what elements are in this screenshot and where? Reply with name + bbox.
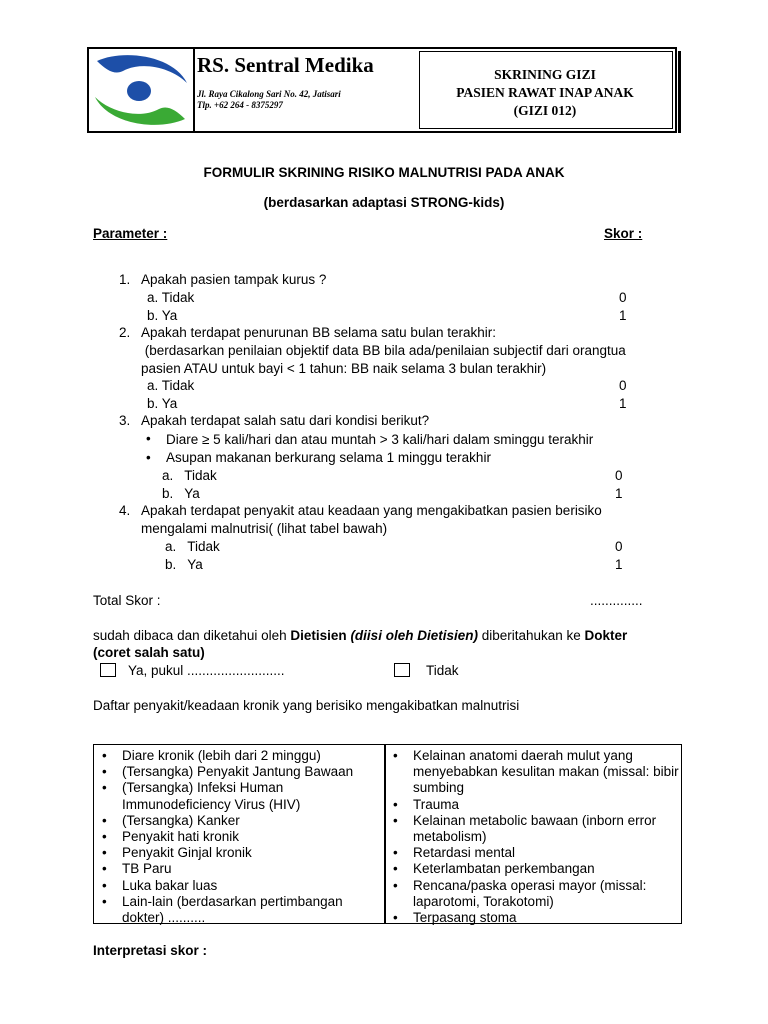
q1-score-a: 0 (619, 290, 627, 305)
q3-option-b: b. Ya (162, 486, 200, 501)
disease-item: • Terpasang stoma (385, 910, 681, 926)
disease-list-intro: Daftar penyakit/keadaan kronik yang berisiko mengakibatkan malnutrisi (93, 698, 520, 713)
q4-score-a: 0 (615, 539, 623, 554)
yes-checkbox[interactable] (100, 663, 116, 677)
disease-item: • Diare kronik (lebih dari 2 minggu) (94, 748, 379, 764)
q2-score-a: 0 (619, 378, 627, 393)
q2-text: Apakah terdapat penurunan BB selama satu bulan terakhir: (141, 325, 496, 340)
no-option-label: Tidak (426, 663, 459, 678)
q2-note-line-2: pasien ATAU untuk bayi < 1 tahun: BB naik selama 3 bulan terakhir) (141, 361, 547, 376)
page-title: FORMULIR SKRINING RISIKO MALNUTRISI PADA ANAK (203, 165, 565, 180)
q1-text: Apakah pasien tampak kurus ? (141, 272, 327, 287)
read-note-line-2: (coret salah satu) (93, 645, 205, 660)
disease-item: • Trauma (385, 797, 681, 813)
read-note-part-3: diberitahukan ke (477, 628, 585, 643)
interpretation-label: Interpretasi skor : (93, 943, 208, 958)
hospital-logo (93, 53, 189, 127)
disease-item: • Lain-lain (berdasarkan pertimbangan dokter) .......... (94, 894, 379, 926)
q2-score-b: 1 (619, 396, 627, 411)
no-checkbox[interactable] (394, 663, 410, 677)
read-note-part-2: (diisi oleh Dietisien) (346, 628, 478, 643)
q4-text-line-2: mengalami malnutrisi( (lihat tabel bawah) (141, 521, 388, 536)
form-title-line-3: (GIZI 012) (513, 103, 577, 118)
disease-item: • (Tersangka) Kanker (94, 813, 379, 829)
q3-bullet-2: Asupan makanan berkurang selama 1 minggu terakhir (166, 450, 491, 465)
disease-item: • Rencana/paska operasi mayor (missal: laparotomi, Torakotomi) (385, 878, 681, 910)
form-title-line-1: SKRINING GIZI (494, 67, 596, 82)
read-note-line-1 (93, 628, 627, 643)
q3-bullet-1: Diare ≥ 5 kali/hari dan atau muntah > 3 kali/hari dalam sminggu terakhir (166, 432, 594, 447)
q4-number: 4. (119, 503, 131, 518)
disease-item: • Penyakit Ginjal kronik (94, 845, 379, 861)
dietisien-label: Dietisien (290, 628, 347, 643)
q1-option-a: a. Tidak (147, 290, 195, 305)
disease-item: • Retardasi mental (385, 845, 681, 861)
form-code-box (419, 51, 673, 129)
q3-score-a: 0 (615, 468, 623, 483)
q4-option-a: a. Tidak (165, 539, 220, 554)
total-score-value[interactable]: .............. (590, 593, 643, 608)
q3-bullet-1-dot: • (146, 431, 151, 446)
q2-note-line-1: (berdasarkan penilaian objektif data BB bila ada/penilaian subjectif dari orangtua (141, 343, 626, 358)
q3-option-a: a. Tidak (162, 468, 217, 483)
total-score-label: Total Skor : (93, 593, 161, 608)
read-note-part-1: sudah dibaca dan diketahui oleh (93, 628, 291, 643)
yes-option-label: Ya, pukul .......................... (128, 663, 285, 678)
disease-item: • (Tersangka) Penyakit Jantung Bawaan (94, 764, 379, 780)
q4-text-line-1: Apakah terdapat penyakit atau keadaan yang mengakibatkan pasien berisiko (141, 503, 602, 518)
address-line-1: Jl. Raya Cikalong Sari No. 42, Jatisari (197, 89, 341, 99)
disease-item: • TB Paru (94, 861, 379, 877)
q2-option-b: b. Ya (147, 396, 178, 411)
disease-item: • Keterlambatan perkembangan (385, 861, 681, 877)
disease-item: • Kelainan metabolic bawaan (inborn error metabolism) (385, 813, 681, 845)
parameter-label: Parameter : (93, 226, 168, 241)
hospital-name: RS. Sentral Medika (197, 53, 374, 77)
header-box (87, 47, 677, 133)
dokter-label: Dokter (584, 628, 628, 643)
disease-list-left (94, 748, 379, 926)
header-shadow (678, 51, 681, 133)
disease-item: • Luka bakar luas (94, 878, 379, 894)
q3-bullet-2-dot: • (146, 450, 151, 465)
q4-score-b: 1 (615, 557, 623, 572)
disease-item: • (Tersangka) Infeksi Human Immunodeficiency Virus (HIV) (94, 780, 379, 812)
q3-score-b: 1 (615, 486, 623, 501)
q1-option-b: b. Ya (147, 308, 178, 323)
disease-item: • Kelainan anatomi daerah mulut yang menyebabkan kesulitan makan (missal: bibir sumbing (385, 748, 681, 797)
q3-number: 3. (119, 413, 131, 428)
q1-number: 1. (119, 272, 131, 287)
q4-option-b: b. Ya (165, 557, 203, 572)
disease-item: • Penyakit hati kronik (94, 829, 379, 845)
address-line-2: Tlp. +62 264 - 8375297 (197, 100, 283, 110)
form-title-line-2: PASIEN RAWAT INAP ANAK (456, 85, 634, 100)
disease-table (93, 744, 682, 924)
disease-list-right (385, 748, 681, 926)
q3-text: Apakah terdapat salah satu dari kondisi berikut? (141, 413, 430, 428)
page-subtitle: (berdasarkan adaptasi STRONG-kids) (263, 195, 505, 210)
score-label: Skor : (604, 226, 643, 241)
q2-option-a: a. Tidak (147, 378, 195, 393)
q1-score-b: 1 (619, 308, 627, 323)
q2-number: 2. (119, 325, 131, 340)
